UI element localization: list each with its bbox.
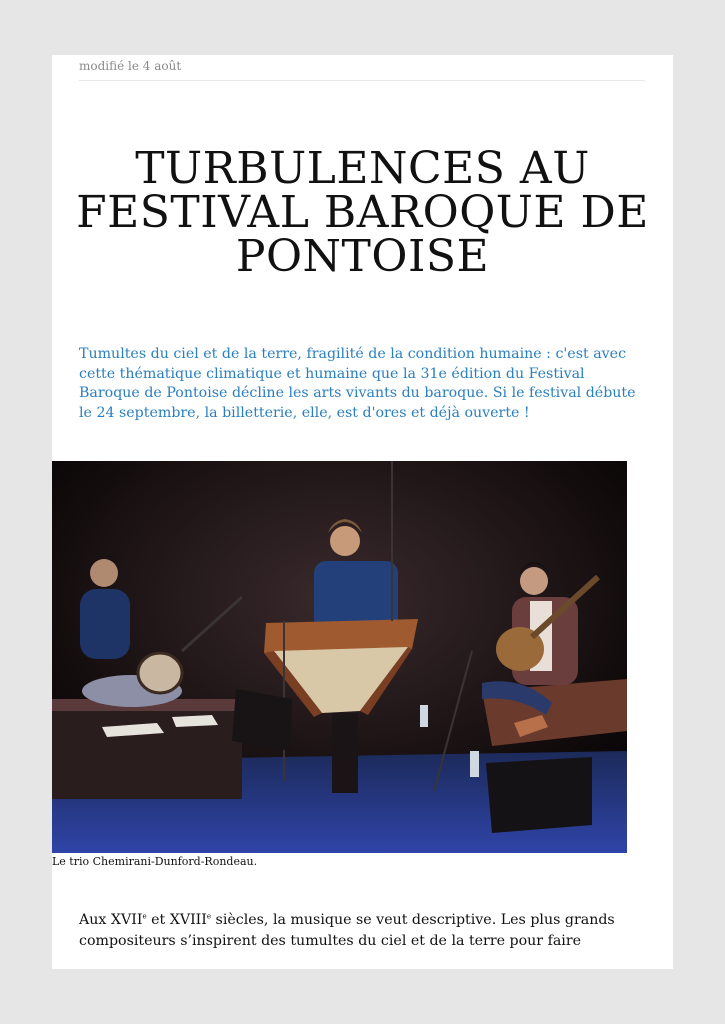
photo-caption: Le trio Chemirani-Dunford-Rondeau. <box>52 855 258 868</box>
article-lead: Tumultes du ciel et de la terre, fragilité de la condition humaine : c'est avec cette thématique climatique et humaine que la 31e édition du Festival Baroque de Pontoise décline les arts vivants du baroque. Si le festival débute le 24 septembre, la billetterie, elle, est d'ores et déjà ouverte ! <box>79 346 636 421</box>
body-mid: et XVIII <box>146 912 207 928</box>
body-rest: siècles, la musique se veut descriptive. Les plus grands compositeurs s’inspirent des tumultes du ciel et de la terre pour faire <box>79 912 615 949</box>
body-sup-1: e <box>142 912 147 921</box>
body-prefix: Aux XVII <box>79 912 143 928</box>
article-photo <box>52 461 627 853</box>
article-title: TURBULENCES AU FESTIVAL BAROQUE DE PONTOISE <box>76 143 649 282</box>
article-page <box>52 55 673 969</box>
modified-date: modifié le 4 août <box>79 59 645 81</box>
body-sup-2: e <box>206 912 212 921</box>
trio-photo-illustration <box>52 461 627 853</box>
article-body <box>79 910 639 952</box>
